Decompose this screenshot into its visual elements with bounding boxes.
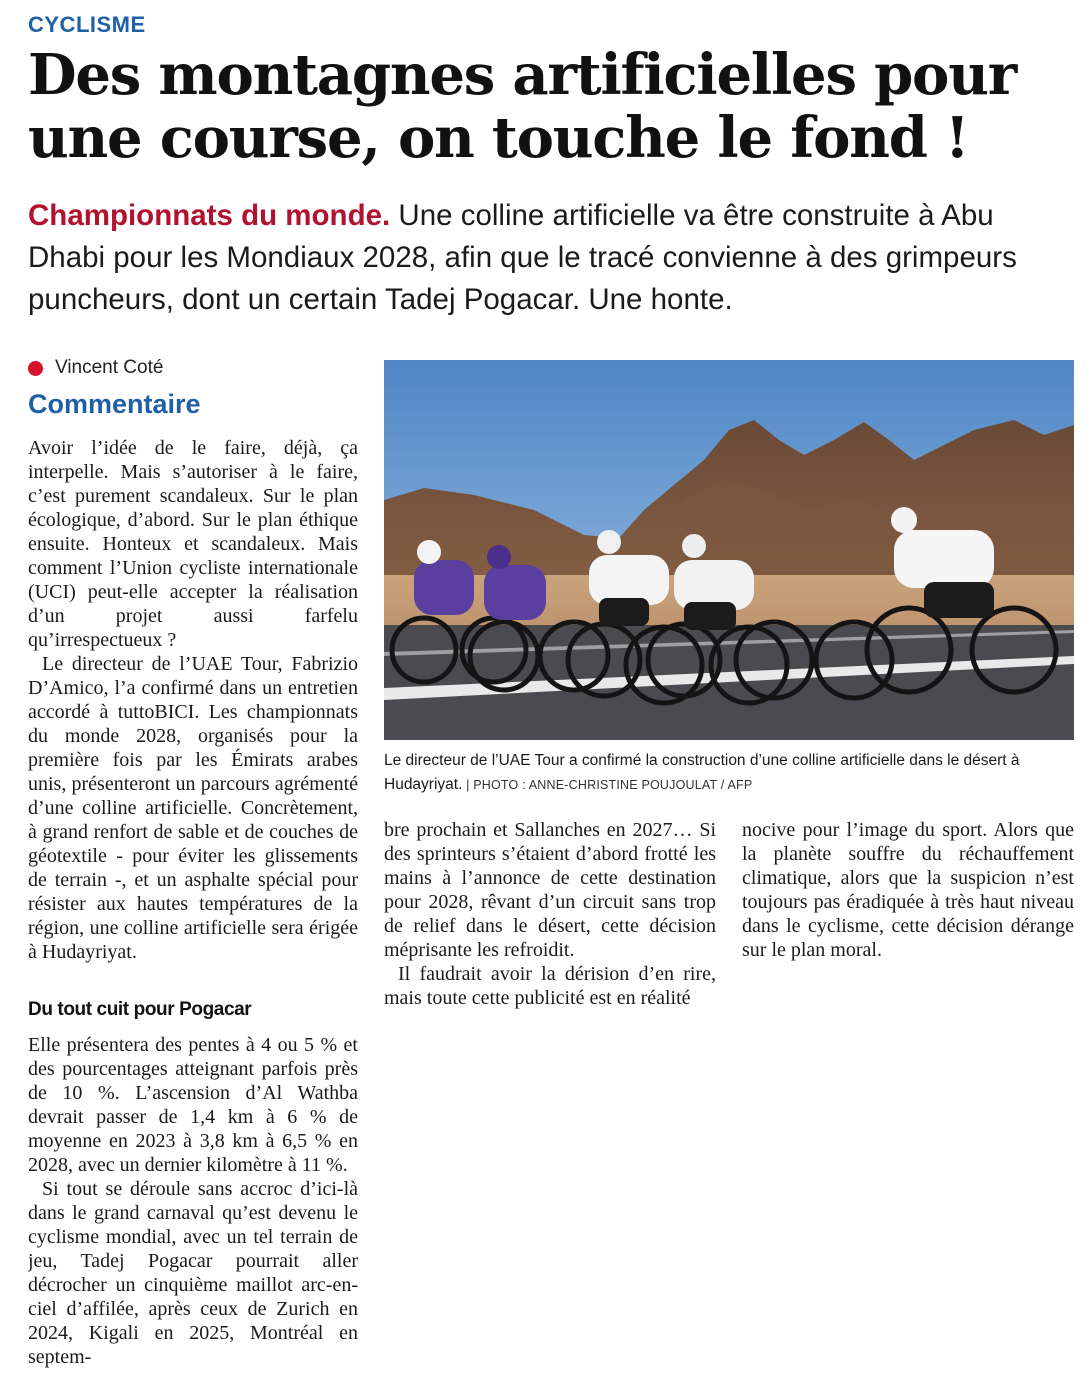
rubric-label: Commentaire bbox=[28, 389, 201, 419]
cyclists-desert-photo bbox=[384, 360, 1074, 740]
article-photo bbox=[384, 360, 1074, 740]
body-column-3 bbox=[742, 818, 1074, 1018]
photo-credit: | PHOTO : ANNE-CHRISTINE POUJOULAT / AFP bbox=[462, 778, 753, 792]
caption-text: Le directeur de l’UAE Tour a confirmé la construction d’une colline artificielle dans le désert à Hudayriyat. bbox=[384, 752, 1020, 793]
lede-text: Une colline artificielle va être construite à Abu Dhabi pour les Mondiaux 2028, afin que le tracé convienne à des grimpeurs puncheurs, dont un certain Tadej Pogacar. Une honte. bbox=[28, 199, 1017, 316]
body-paragraph: bre prochain et Sallanches en 2027… Si des sprinteurs s’étaient d’abord frotté les mains à l’annonce de cette destination pour 2028, rêvant d’un circuit sans trop de relief dans le désert, cette décision méprisante les refroidit. bbox=[384, 819, 716, 961]
lede-kicker: Championnats du monde. bbox=[28, 199, 391, 232]
author-name: Vincent Coté bbox=[55, 357, 164, 378]
body-paragraph: Elle présentera des pentes à 4 ou 5 % et des pourcentages atteignant parfois près de 10 %. L’ascension d’Al Wathba devrait passer de 1,4 km à 6 % de moyenne en 2023 à 3,8 km à 6,5 % en 2028, avec un dernier kilomètre à 11 %. bbox=[28, 1034, 358, 1176]
lede bbox=[28, 195, 1078, 321]
byline bbox=[28, 357, 163, 379]
headline: Des montagnes artificielles pour une course, on touche le fond ! bbox=[28, 42, 1017, 171]
body-paragraph: Si tout se déroule sans accroc d’ici-là dans le grand carnaval qu’est devenu le cyclisme mondial, avec un tel terrain de jeu, Tadej Pogacar pourrait aller décrocher un cinquième maillot arc-en-ciel d’affilée, après ceux de Zurich en 2024, Kigali en 2025, Montréal en septem- bbox=[28, 1178, 358, 1368]
body-paragraph: Il faudrait avoir la dérision d’en rire, mais toute cette publicité est en réalité bbox=[384, 963, 716, 1009]
body-paragraph: Le directeur de l’UAE Tour, Fabrizio D’Amico, l’a confirmé dans un entretien accordé à tuttoBICI. Les championnats du monde 2028, organisés pour la première fois par les Émirats arabes unis, présenteront un parcours agrémenté d’une colline artificielle. Concrètement, à grand renfort de sable et de couches de géotextile - pour éviter les glissements de terrain -, et un asphalte spécial pour résister aux hautes températures de la région, une colline artificielle sera érigée à Hudayriyat. bbox=[28, 653, 358, 963]
body-paragraph: Avoir l’idée de le faire, déjà, ça interpelle. Mais s’autoriser à le faire, c’est purement scandaleux. Sur le plan écologique, d’abord. Sur le plan éthique ensuite. Honteux et scandaleux. Mais comment l’Union cycliste internationale (UCI) peut-elle accepter la réalisation d’un projet aussi farfelu qu’irrespectueux ? bbox=[28, 437, 358, 651]
photo-caption bbox=[384, 749, 1076, 797]
red-dot-icon bbox=[28, 361, 43, 376]
subhead: Du tout cuit pour Pogacar bbox=[28, 999, 252, 1020]
body-column-1 bbox=[28, 436, 358, 981]
body-paragraph-continued: nocive pour l’image du sport. Alors que la planète souffre du réchauffement climatique, alors que la suspicion n’est toujours pas éradiquée à très haut niveau dans le cyclisme, cette décision dérange sur le plan moral. bbox=[742, 819, 1074, 961]
body-column-1-continued bbox=[28, 1033, 358, 1395]
section-label: CYCLISME bbox=[28, 12, 146, 37]
body-column-2 bbox=[384, 818, 716, 1018]
